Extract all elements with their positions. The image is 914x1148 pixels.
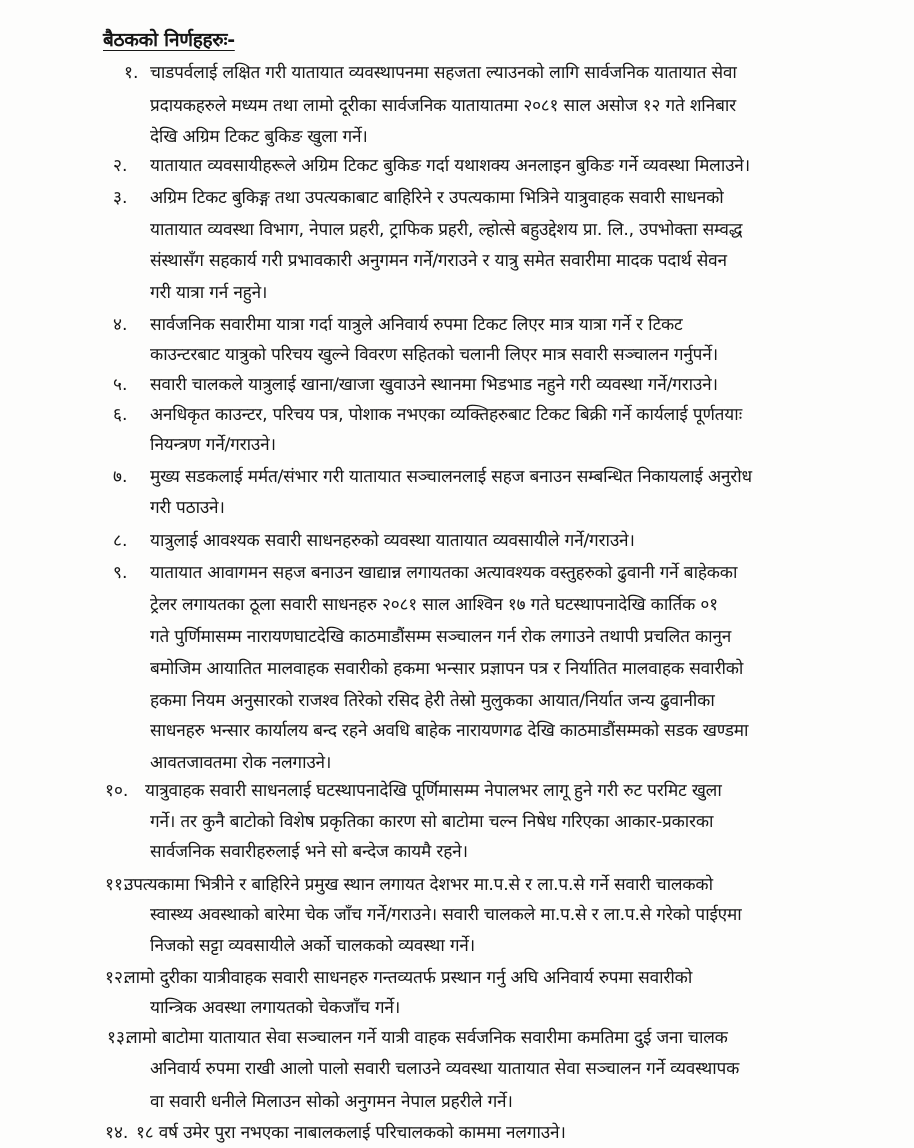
item-line: हकमा नियम अनुसारको राजश्व तिरेको रसिद हेरी तेस्रो मुलुकका आयात/निर्यात जन्य ढुवानीका [150, 691, 715, 711]
item-line: गरी पठाउने। [150, 498, 225, 518]
item-number: ५. [113, 375, 128, 395]
item-line: अनधिकृत काउन्टर, परिचय पत्र, पोशाक नभएका व्यक्तिहरुबाट टिकट बिक्री गर्ने कार्यलाई पूर्णतयाः [150, 405, 742, 425]
item-line: देखि अग्रिम टिकट बुकिङ खुला गर्ने। [150, 127, 368, 147]
item-line: निजको सट्टा व्यवसायीले अर्को चालकको व्यवस्था गर्ने। [150, 936, 475, 956]
item-line: उपत्यकामा भित्रीने र बाहिरिने प्रमुख स्थान लगायत देशभर मा.प.से र ला.प.से गर्ने सवारी चालकको [124, 875, 713, 895]
item-line: बमोजिम आयातित मालवाहक सवारीको हकमा भन्सार प्रज्ञापन पत्र र निर्यातित मालवाहक सवारीको [150, 659, 744, 679]
item-line: यातायात व्यवस्था विभाग, नेपाल प्रहरी, ट्राफिक प्रहरी, ल्होत्से बहुउद्देशय प्रा. लि., उपभोक्ता सम्वद्ध [150, 220, 743, 240]
item-number: ६. [113, 405, 128, 425]
item-number: ७. [113, 467, 128, 487]
item-line: ट्रेलर लगायतका ठूला सवारी साधनहरु २०८१ साल आश्विन १७ गते घटस्थापनादेखि कार्तिक ०१ [150, 595, 718, 615]
item-line: १८ वर्ष उमेर पुरा नभएका नाबालकलाई परिचालकको काममा नलगाउने। [136, 1123, 566, 1143]
item-number: १२. [105, 968, 129, 988]
item-number: १४. [105, 1123, 129, 1143]
item-line: गते पुर्णिमासम्म नारायणघाटदेखि काठमाडौंसम्म सञ्चालन गर्न रोक लगाउने तथापी प्रचलित कानुन [150, 627, 732, 647]
item-number: ८. [113, 531, 128, 551]
item-line: प्रदायकहरुले मध्यम तथा लामो दूरीका सार्वजनिक यातायातमा २०८१ साल असोज १२ गते शनिबार [150, 96, 736, 116]
item-line: स्वास्थ्य अवस्थाको बारेमा चेक जाँच गर्ने/गराउने। सवारी चालकले मा.प.से र ला.प.से गरेको पाईएमा [150, 905, 742, 925]
item-line: काउन्टरबाट यात्रुको परिचय खुल्ने विवरण सहितको चलानी लिएर मात्र सवारी सञ्चालन गर्नुपर्ने। [150, 345, 718, 365]
item-line: सार्वजनिक सवारीमा यात्रा गर्दा यात्रुले अनिवार्य रुपमा टिकट लिएर मात्र यात्रा गर्ने र टिकट [150, 315, 683, 335]
item-line: वा सवारी धनीले मिलाउन सोको अनुगमन नेपाल प्रहरीले गर्ने। [150, 1092, 513, 1112]
item-number: ४. [113, 315, 128, 335]
decisions-heading: बैठकको निर्णहहरुः- [103, 29, 235, 51]
item-line: लामो बाटोमा यातायात सेवा सञ्चालन गर्ने यात्री वाहक सर्वजनिक सवारीमा कमतिमा दुई जना चालक [126, 1028, 728, 1048]
item-line: आवतजावतमा रोक नलगाउने। [150, 753, 332, 773]
item-number: ११. [105, 875, 129, 895]
item-line: यातायात आवागमन सहज बनाउन खाद्यान्न लगायतका अत्यावश्यक वस्तुहरुको ढुवानी गर्ने बाहेकका [150, 563, 738, 583]
item-line: यात्रुवाहक सवारी साधनलाई घटस्थापनादेखि पूर्णिमासम्म नेपालभर लागू हुने गरी रुट परमिट खुला [145, 781, 722, 801]
item-line: मुख्य सडकलाई मर्मत/संभार गरी यातायात सञ्चालनलाई सहज बनाउन सम्बन्धित निकायलाई अनुरोध [150, 467, 752, 487]
item-line: चाडपर्वलाई लक्षित गरी यातायात व्यवस्थापनमा सहजता ल्याउनको लागि सार्वजनिक यातायात सेवा [150, 63, 737, 83]
item-line: यात्रुलाई आवश्यक सवारी साधनहरुको व्यवस्था यातायात व्यवसायीले गर्ने/गराउने। [150, 531, 635, 551]
item-line: यान्त्रिक अवस्था लगायतको चेकजाँच गर्ने। [150, 998, 401, 1018]
item-number: ३. [113, 188, 128, 208]
item-line: गरी यात्रा गर्न नहुने। [150, 283, 268, 303]
item-line: सार्वजनिक सवारीहरुलाई भने सो बन्देज कायमै रहने। [150, 842, 468, 862]
item-number: १३. [107, 1028, 131, 1048]
item-number: ९. [113, 563, 128, 583]
item-line: साधनहरु भन्सार कार्यालय बन्द रहने अवधि बाहेक नारायणगढ देखि काठमाडौंसम्मको सडक खण्डमा [150, 721, 749, 741]
item-number: १. [124, 63, 139, 83]
item-line: नियन्त्रण गर्ने/गराउने। [150, 435, 276, 455]
item-line: गर्ने। तर कुनै बाटोको विशेष प्रकृतिका कारण सो बाटोमा चल्न निषेध गरिएका आकार-प्रकारका [150, 812, 714, 832]
item-number: १०. [105, 781, 129, 801]
item-line: सवारी चालकले यात्रुलाई खाना/खाजा खुवाउने स्थानमा भिडभाड नहुने गरी व्यवस्था गर्ने/गराउने। [150, 375, 718, 395]
item-number: २. [113, 156, 128, 176]
item-line: अनिवार्य रुपमा राखी आलो पालो सवारी चलाउने व्यवस्था यातायात सेवा सञ्चालन गर्ने व्यवस्थापक [150, 1059, 740, 1079]
item-line: अग्रिम टिकट बुकिङ्ग तथा उपत्यकाबाट बाहिरिने र उपत्यकामा भित्रिने यात्रुवाहक सवारी साधनको [150, 188, 724, 208]
item-line: लामो दुरीका यात्रीवाहक सवारी साधनहरु गन्तव्यतर्फ प्रस्थान गर्नु अघि अनिवार्य रुपमा सवारीको [124, 968, 693, 988]
item-line: यातायात व्यवसायीहरूले अग्रिम टिकट बुकिङ गर्दा यथाशक्य अनलाइन बुकिङ गर्ने व्यवस्था मिलाउने। [150, 156, 750, 176]
item-line: संस्थासँग सहकार्य गरी प्रभावकारी अनुगमन गर्ने/गराउने र यात्रु समेत सवारीमा मादक पदार्थ सेवन [150, 251, 727, 271]
